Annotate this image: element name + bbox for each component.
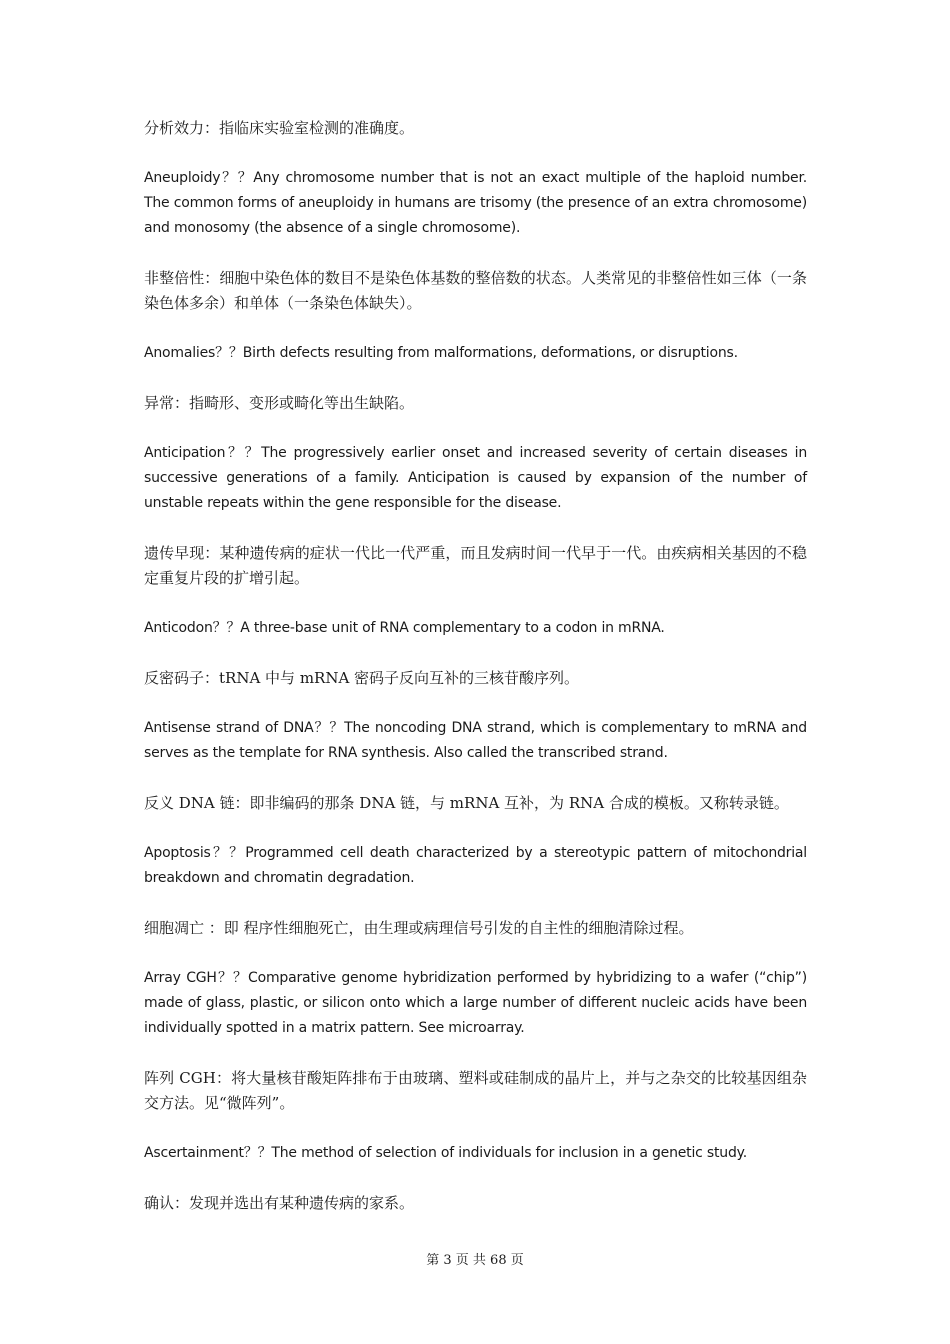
entry-ascertainment-zh: 确认：发现并选出有某种遗传病的家系。 [144,1194,415,1212]
page-number-footer: 第 3 页 共 68 页 [426,1253,524,1268]
document-body [144,116,807,1216]
entry-antisense-strand-zh: 反义 DNA 链：即非编码的那条 DNA 链，与 mRNA 互补，为 RNA 合成的模板。又称转录链。 [144,794,789,812]
entry-anomalies-en: Anomalies？？Birth defects resulting from malformations, deformations, or disruptions. [144,345,738,361]
entry-antisense-strand-en: Antisense strand of DNA？？The noncoding DNA strand, which is complementary to mRNA and serves as the template for RNA synthesis. Also called the transcribed strand. [144,720,807,761]
entry-aneuploidy-zh: 非整倍性：细胞中染色体的数目不是染色体基数的整倍数的状态。人类常见的非整倍性如三体（一条染色体多余）和单体（一条染色体缺失）。 [144,269,807,312]
entry-aneuploidy-en: Aneuploidy？？Any chromosome number that is not an exact multiple of the haploid number. The common forms of aneuploidy in humans are trisomy (the presence of an extra chromosome) and monosomy (the absence of a single chromosome). [144,170,807,236]
entry-anomalies-zh: 异常：指畸形、变形或畸化等出生缺陷。 [144,394,415,412]
entry-ascertainment-en: Ascertainment？？The method of selection of individuals for inclusion in a genetic study. [144,1145,747,1161]
entry-array-cgh-zh: 阵列 CGH：将大量核苷酸矩阵排布于由玻璃、塑料或硅制成的晶片上，并与之杂交的比较基因组杂交方法。见“微阵列”。 [144,1069,807,1112]
entry-array-cgh-en: Array CGH？？Comparative genome hybridization performed by hybridizing to a wafer (“chip”) made of glass, plastic, or silicon onto which a large number of different nucleic acids have been individually spotted in a matrix pattern. See microarray. [144,970,807,1036]
entry-analytic-validity-zh: 分析效力：指临床实验室检测的准确度。 [144,119,415,137]
entry-anticodon-en: Anticodon？？A three-base unit of RNA complementary to a codon in mRNA. [144,620,665,636]
entry-anticipation-en: Anticipation？？The progressively earlier onset and increased severity of certain diseases in successive generations of a family. Anticipation is caused by expansion of the number of unstable repeats within the gene responsible for the disease. [144,445,807,511]
entry-anticipation-zh: 遗传早现：某种遗传病的症状一代比一代严重，而且发病时间一代早于一代。由疾病相关基因的不稳定重复片段的扩增引起。 [144,544,807,587]
entry-anticodon-zh: 反密码子：tRNA 中与 mRNA 密码子反向互补的三核苷酸序列。 [144,669,580,687]
entry-apoptosis-en: Apoptosis？？Programmed cell death characterized by a stereotypic pattern of mitochondrial breakdown and chromatin degradation. [144,845,807,886]
entry-apoptosis-zh: 细胞凋亡 ：即 程序性细胞死亡，由生理或病理信号引发的自主性的细胞清除过程。 [144,919,694,937]
